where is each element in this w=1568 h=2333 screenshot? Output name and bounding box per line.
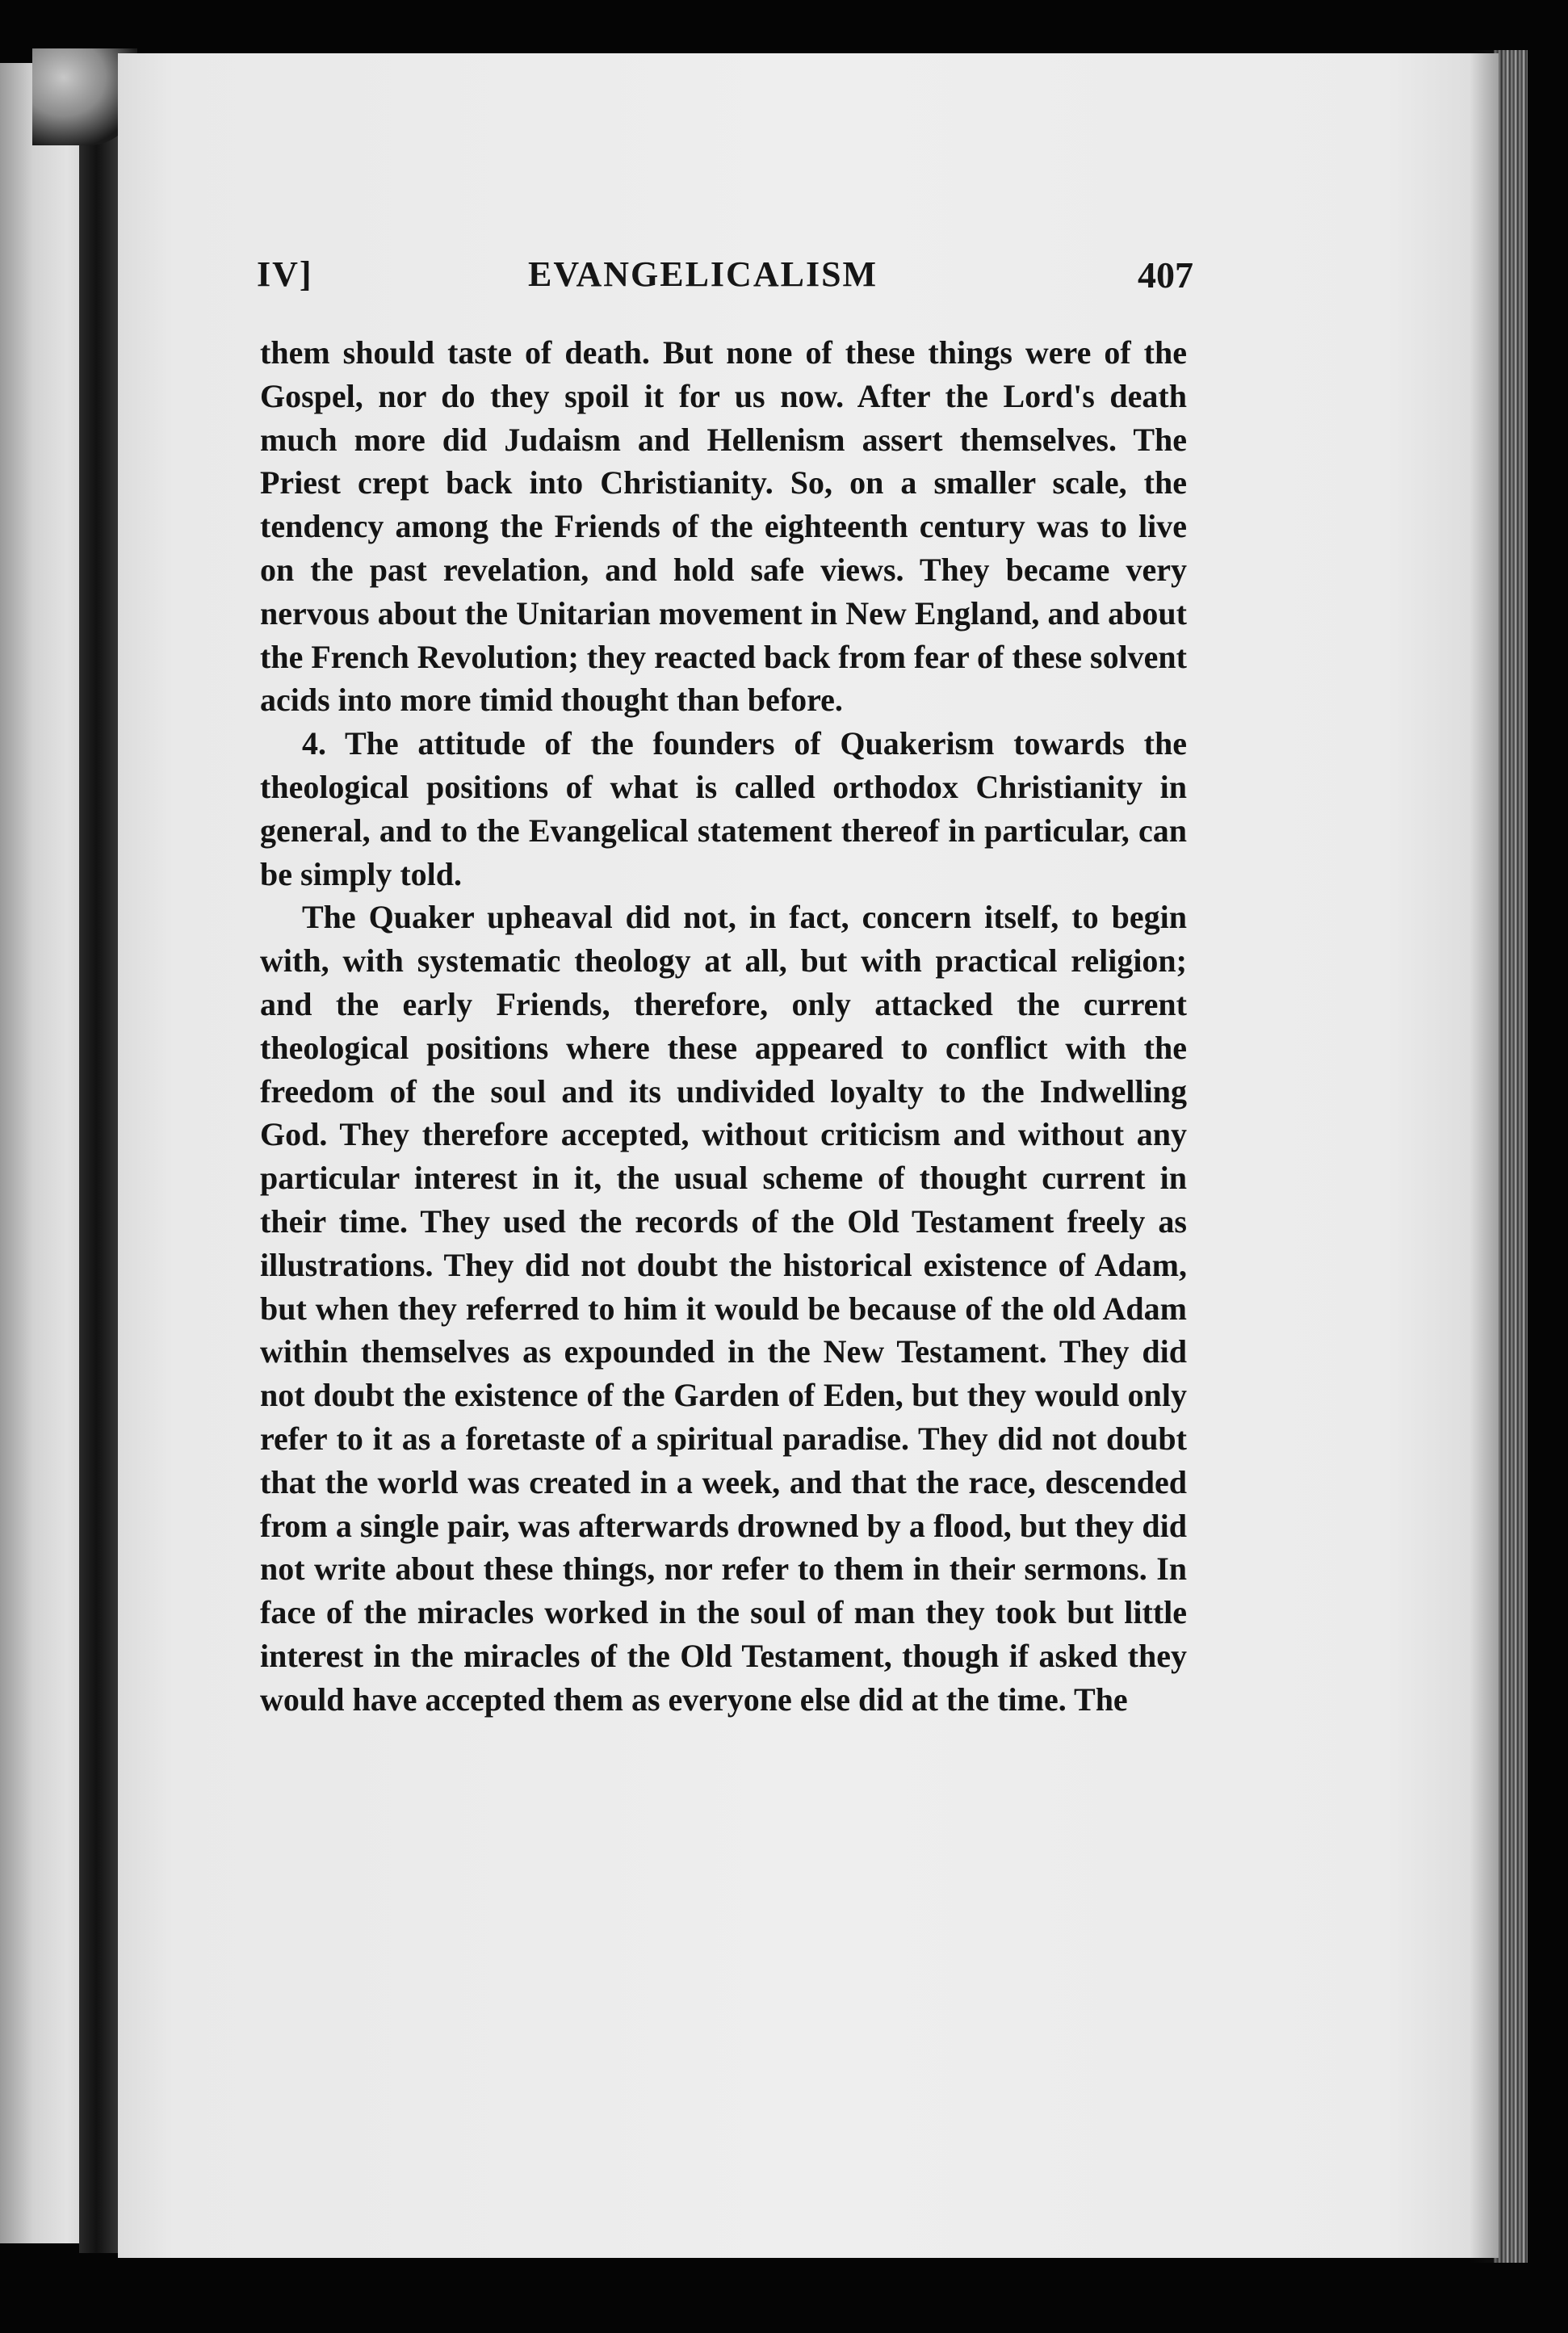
running-title: EVANGELICALISM	[528, 254, 878, 294]
paragraph-continuation: them should taste of death. But none of these things were of the Gospel, nor do they spoil it for us now. After the Lord's death much more did Judaism and Hellenism assert themselves. The Priest crept back into Christianity. So, on a smaller scale, the tendency among the Friends of the eighteenth century was to live on the past revelation, and hold safe views. They became very nervous about the Unitarian movement in New England, and about the French Revolution; they reacted back from fear of these solvent acids into more timid thought than before.	[260, 334, 1187, 719]
paragraph-quaker-upheaval: The Quaker upheaval did not, in fact, concern itself, to begin with, with systematic theology at all, but with practical religion; and the early Friends, therefore, only attacked the current theological positions where these appeared to conflict with the freedom of the soul and its undivided loyalty to the Indwelling God. They therefore accepted, without criticism and without any particular interest in it, the usual scheme of thought current in their time. They used the records of the Old Testament freely as illustrations. They did not doubt the historical existence of Adam, but when they referred to him it would be because of the old Adam within themselves as expounded in the New Testament. They did not doubt the existence of the Garden of Eden, but they would only refer to it as a foretaste of a spiritual paradise. They did not doubt that the world was created in a week, and that the race, descended from a single pair, was afterwards drowned by a flood, but they did not write about these things, nor refer to them in their sermons. In face of the miracles worked in the soul of man they took but little interest in the miracles of the Old Testament, though if asked they would have accepted them as everyone else did at the time. The	[260, 899, 1187, 1718]
running-head	[257, 250, 1193, 302]
chapter-marker: IV]	[257, 254, 313, 294]
paragraph-section-4: 4. The attitude of the founders of Quakerism towards the theological positions of what is called orthodox Christianity in general, and to the Evangelical statement thereof in particular, can be simply told.	[260, 725, 1187, 892]
body-text	[260, 331, 1187, 1722]
page-edge-shadow	[1469, 50, 1502, 2263]
page-number: 407	[1138, 254, 1193, 296]
book-gutter	[79, 89, 118, 2253]
